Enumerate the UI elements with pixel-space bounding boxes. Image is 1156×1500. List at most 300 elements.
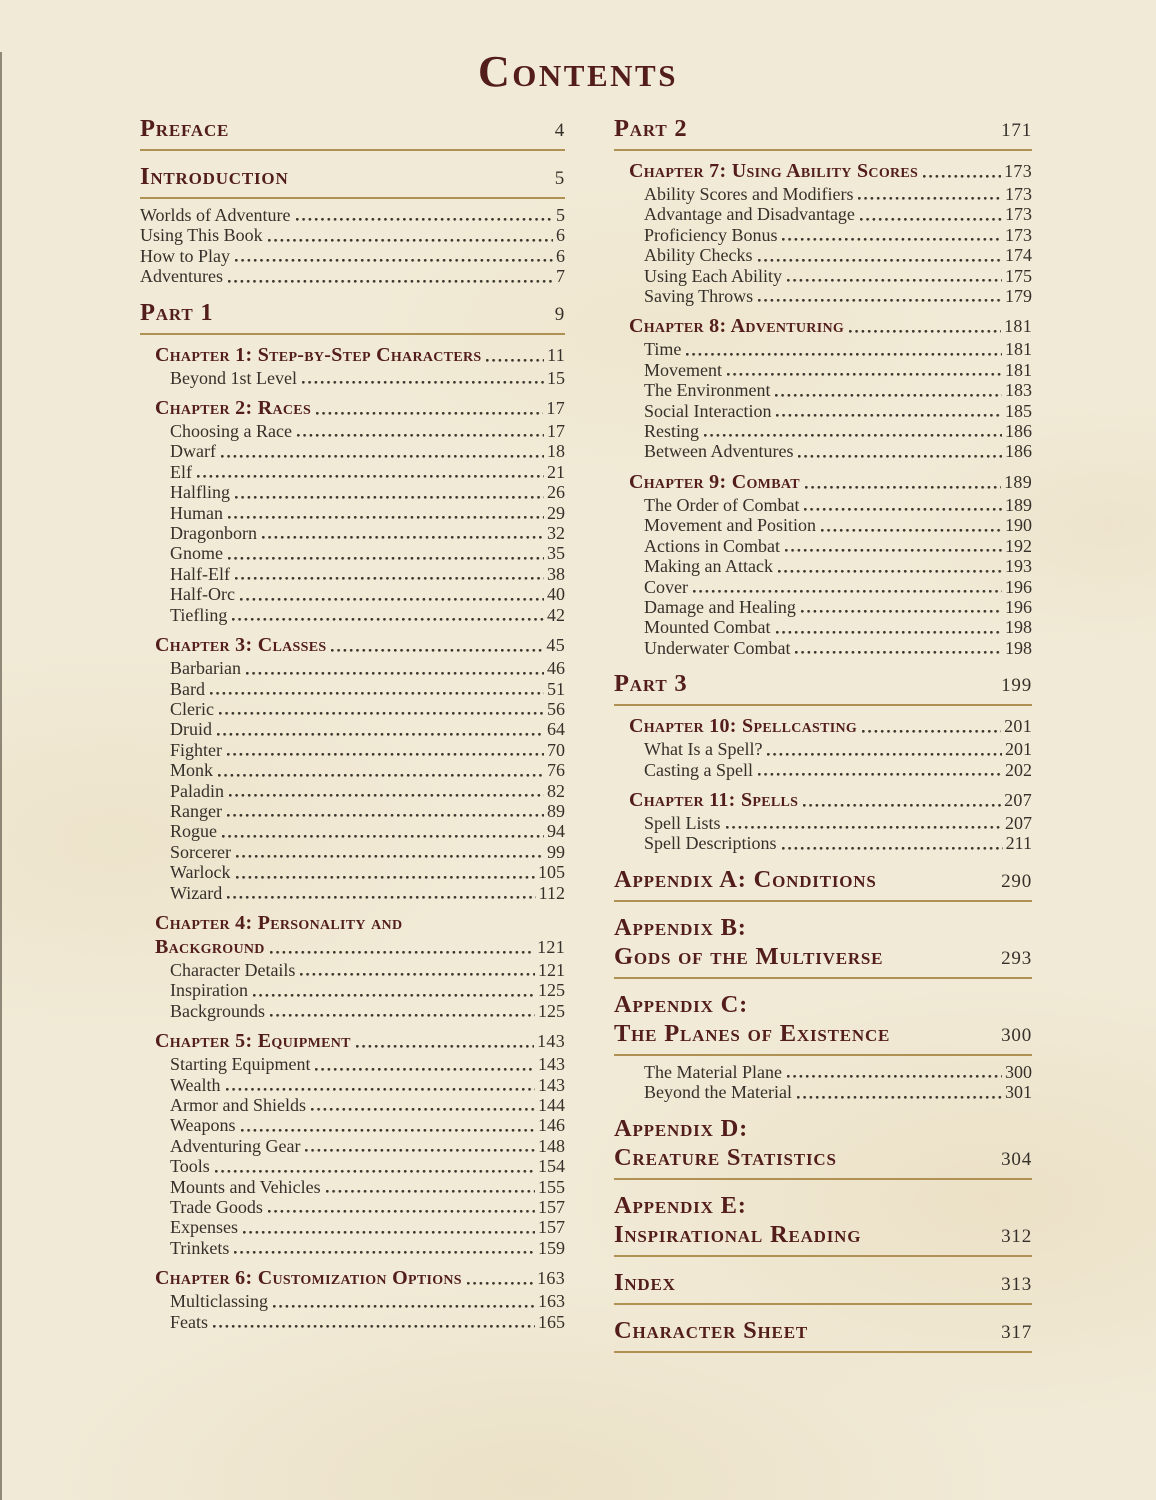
toc-chapter	[614, 314, 1032, 338]
toc-page-number: 6	[556, 245, 565, 266]
toc-page-number: 198	[1005, 637, 1032, 658]
toc-entry	[140, 1001, 565, 1021]
dot-leader	[217, 733, 544, 737]
dot-leader	[219, 712, 544, 716]
toc-chapter-label: Chapter 8: Adventuring	[629, 315, 845, 338]
toc-page-number: 186	[1005, 421, 1032, 442]
toc-row	[140, 298, 565, 329]
toc-row	[629, 470, 1032, 494]
toc-entry-label: Feats	[170, 1311, 208, 1332]
toc-page-number: 290	[1001, 870, 1032, 892]
toc-page-number: 38	[547, 563, 565, 584]
toc-chapter-label: Chapter 3: Classes	[155, 634, 327, 657]
toc-entry	[614, 760, 1032, 780]
toc-page-number: 313	[1001, 1273, 1032, 1295]
dot-leader	[213, 1325, 535, 1329]
toc-page-number: 125	[538, 1000, 565, 1021]
dot-leader	[273, 1305, 535, 1309]
toc-row	[140, 162, 565, 193]
toc-page-number: 193	[1005, 556, 1032, 577]
toc-page-number: 181	[1005, 359, 1032, 380]
toc-page-number: 201	[1005, 739, 1032, 760]
toc-section-label: Preface	[140, 115, 230, 142]
dot-leader	[316, 412, 543, 416]
toc-section	[614, 1316, 1032, 1353]
dot-leader	[331, 649, 543, 653]
toc-entry-label: Underwater Combat	[644, 637, 791, 658]
dot-leader	[798, 455, 1002, 459]
dot-leader	[221, 455, 544, 459]
toc-row	[140, 114, 565, 145]
toc-entry-label: Ability Scores and Modifiers	[644, 184, 854, 204]
toc-entry-label: Trade Goods	[170, 1197, 263, 1218]
toc-page-number: 312	[1001, 1225, 1032, 1247]
toc-chapter	[140, 343, 565, 367]
toc-entry	[614, 401, 1032, 421]
toc-entry	[140, 266, 565, 286]
toc-entry-label: Half-Elf	[170, 563, 230, 584]
dot-leader	[704, 434, 1002, 438]
toc-page-number: 146	[538, 1115, 565, 1136]
toc-page-number: 143	[538, 1054, 565, 1075]
toc-row	[629, 314, 1032, 338]
toc-section	[614, 865, 1032, 902]
toc-entry	[140, 1136, 565, 1156]
toc-page-number: 51	[547, 678, 565, 699]
toc-entry	[614, 245, 1032, 265]
toc-page-number: 163	[538, 1291, 565, 1312]
toc-entry-label: Between Adventures	[644, 441, 794, 462]
toc-entry	[140, 1095, 565, 1115]
toc-entry	[140, 801, 565, 821]
dot-leader	[311, 1108, 535, 1112]
toc-page-number: 143	[538, 1074, 565, 1095]
toc-row	[614, 942, 1032, 973]
dot-leader	[326, 1190, 535, 1194]
toc-page-number: 121	[537, 936, 565, 957]
dot-leader	[776, 414, 1002, 418]
toc-entry	[614, 1082, 1032, 1102]
dot-leader	[227, 896, 535, 900]
toc-entry	[140, 441, 565, 461]
dot-leader	[467, 1282, 534, 1286]
toc-entry	[140, 421, 565, 441]
toc-page-number: 175	[1005, 265, 1032, 286]
toc-entry	[614, 1062, 1032, 1082]
dot-leader	[232, 618, 544, 622]
dot-leader	[776, 631, 1003, 635]
toc-row	[614, 865, 1032, 896]
toc-page-number: 26	[547, 482, 565, 503]
toc-entry-label: Damage and Healing	[644, 596, 796, 617]
toc-section-label: Appendix C:	[614, 990, 749, 1018]
toc-page-number: 189	[1005, 494, 1032, 515]
toc-section-label: Appendix A: Conditions	[614, 865, 877, 893]
toc-page-number: 15	[547, 367, 565, 388]
toc-row	[155, 343, 565, 367]
toc-columns	[0, 112, 1156, 1359]
toc-entry	[140, 1197, 565, 1217]
toc-page-number: 173	[1005, 204, 1032, 225]
toc-row	[629, 159, 1032, 183]
toc-chapter	[140, 396, 565, 420]
toc-page-number: 317	[1001, 1321, 1032, 1343]
toc-entry-label: Casting a Spell	[644, 759, 753, 780]
toc-column-left	[140, 112, 565, 1332]
toc-entry-label: Warlock	[170, 862, 231, 883]
dot-leader	[246, 672, 544, 676]
dot-leader	[270, 951, 534, 955]
toc-row	[155, 935, 565, 959]
toc-page-number: 144	[538, 1095, 565, 1115]
toc-entry-label: Half-Orc	[170, 584, 235, 605]
toc-entry	[140, 699, 565, 719]
toc-entry	[614, 638, 1032, 658]
toc-chapter-label: Chapter 10: Spellcasting	[629, 715, 858, 738]
dot-leader	[787, 279, 1002, 283]
toc-entry	[614, 515, 1032, 535]
toc-entry	[140, 679, 565, 699]
toc-entry-label: Beyond 1st Level	[170, 367, 297, 388]
toc-section-label: Index	[614, 1268, 676, 1296]
toc-entry-label: Dragonborn	[170, 523, 257, 544]
toc-page-number: 112	[538, 882, 565, 903]
toc-entry-label: Fighter	[170, 739, 222, 760]
toc-entry	[140, 225, 565, 245]
toc-entry	[140, 719, 565, 739]
toc-entry	[614, 286, 1032, 306]
dot-leader	[305, 1149, 535, 1153]
toc-page-number: 42	[547, 604, 565, 625]
toc-entry	[140, 246, 565, 266]
toc-entry	[140, 205, 565, 225]
dot-leader	[758, 773, 1002, 777]
toc-page-number: 11	[547, 344, 565, 365]
toc-entry	[614, 441, 1032, 461]
toc-entry-label: Ranger	[170, 800, 222, 821]
toc-entry-label: Time	[644, 339, 682, 360]
toc-section-label: Part 2	[614, 115, 688, 142]
toc-section-label: Creature Statistics	[614, 1143, 837, 1171]
toc-entry-label: Advantage and Disadvantage	[644, 204, 855, 225]
toc-page-number: 159	[538, 1237, 565, 1258]
toc-entry	[140, 482, 565, 502]
dot-leader	[236, 855, 544, 859]
toc-page-number: 211	[1005, 833, 1032, 854]
dot-leader	[805, 486, 1001, 490]
dot-leader	[241, 1129, 535, 1133]
toc-page-number: 157	[538, 1197, 565, 1218]
dot-leader	[862, 730, 1001, 734]
toc-row	[614, 1143, 1032, 1174]
toc-page-number: 201	[1004, 716, 1032, 737]
toc-entry-label: Barbarian	[170, 658, 241, 679]
toc-entry	[614, 225, 1032, 245]
dot-leader	[785, 549, 1002, 553]
toc-entry-label: Worlds of Adventure	[140, 205, 291, 225]
toc-page-number: 143	[537, 1031, 565, 1052]
toc-page-number: 32	[547, 523, 565, 544]
toc-entry-label: The Environment	[644, 380, 771, 401]
dot-leader	[315, 1068, 535, 1072]
toc-entry-label: Backgrounds	[170, 1000, 265, 1021]
toc-chapter-label: Background	[155, 935, 265, 958]
dot-leader	[296, 218, 553, 222]
toc-entry-label: Tools	[170, 1156, 210, 1177]
toc-chapter-label: Chapter 1: Step-by-Step Characters	[155, 343, 482, 366]
toc-section-label: Inspirational Reading	[614, 1220, 862, 1248]
toc-page-number: 202	[1005, 759, 1032, 780]
toc-entry	[140, 564, 565, 584]
toc-page-number: 174	[1005, 245, 1032, 266]
toc-page-number: 7	[556, 266, 565, 287]
toc-entry	[140, 1238, 565, 1258]
toc-entry-label: Spell Descriptions	[644, 833, 777, 854]
toc-page-number: 165	[538, 1311, 565, 1332]
toc-entry-label: Mounts and Vehicles	[170, 1176, 321, 1197]
toc-section-label: Appendix E:	[614, 1191, 747, 1219]
dot-leader	[210, 692, 544, 696]
toc-section-label: Gods of the Multiverse	[614, 942, 884, 970]
toc-page-number: 300	[1005, 1061, 1032, 1082]
toc-entry-label: Inspiration	[170, 980, 248, 1001]
toc-entry-label: Trinkets	[170, 1237, 230, 1258]
toc-section	[140, 114, 565, 151]
toc-page-number: 35	[547, 543, 565, 564]
toc-section-label: Appendix B:	[614, 913, 747, 941]
dot-leader	[795, 651, 1002, 655]
toc-row	[614, 669, 1032, 700]
toc-page-number: 196	[1005, 596, 1032, 617]
toc-chapter-label: Chapter 7: Using Ability Scores	[629, 160, 919, 182]
toc-entry-label: Beyond the Material	[644, 1082, 792, 1103]
toc-page-number: 89	[547, 800, 565, 821]
dot-leader	[270, 1014, 535, 1018]
dot-leader	[801, 610, 1002, 614]
toc-chapter-label: Chapter 5: Equipment	[155, 1030, 351, 1053]
toc-row	[155, 396, 565, 420]
toc-row	[614, 1316, 1032, 1347]
toc-page-number: 196	[1005, 576, 1032, 597]
toc-entry	[614, 421, 1032, 441]
toc-entry-label: Halfling	[170, 482, 230, 503]
toc-chapter	[614, 714, 1032, 738]
toc-page-number: 125	[538, 980, 565, 1001]
toc-entry	[140, 740, 565, 760]
dot-leader	[218, 774, 544, 778]
toc-section-label: Part 3	[614, 670, 688, 698]
toc-entry	[140, 1177, 565, 1197]
toc-page-number: 17	[546, 398, 565, 419]
dot-leader	[356, 1045, 534, 1049]
toc-entry-label: Making an Attack	[644, 556, 773, 577]
toc-page-number: 154	[538, 1156, 565, 1177]
toc-entry	[140, 980, 565, 1000]
toc-section	[614, 1191, 1032, 1257]
toc-page-number: 6	[556, 225, 565, 246]
toc-row	[614, 114, 1032, 145]
toc-entry	[140, 658, 565, 678]
dot-leader	[302, 381, 544, 385]
toc-page-number: 199	[1001, 675, 1032, 697]
toc-chapter-label: Chapter 11: Spells	[629, 788, 799, 811]
toc-entry	[614, 339, 1032, 359]
toc-entry	[140, 1291, 565, 1311]
toc-page-number: 198	[1005, 617, 1032, 638]
toc-page-number: 4	[554, 120, 565, 141]
dot-leader	[758, 299, 1002, 303]
toc-page-number: 5	[554, 168, 565, 189]
toc-page-number: 183	[1005, 380, 1032, 401]
toc-section-label: Character Sheet	[614, 1316, 808, 1344]
toc-entry-label: Cover	[644, 576, 688, 597]
toc-entry	[140, 503, 565, 523]
toc-entry-label: Wealth	[170, 1074, 221, 1095]
dot-leader	[262, 536, 544, 540]
dot-leader	[804, 508, 1002, 512]
toc-entry-label: Cleric	[170, 698, 214, 719]
dot-leader	[236, 876, 535, 880]
toc-page-number: 304	[1001, 1148, 1032, 1170]
dot-leader	[228, 557, 544, 561]
book-spine-edge	[0, 52, 2, 1500]
toc-entry	[140, 1312, 565, 1332]
toc-entry	[140, 760, 565, 780]
toc-page-number: 293	[1001, 947, 1032, 969]
toc-page-number: 40	[547, 584, 565, 605]
toc-entry-label: Expenses	[170, 1217, 238, 1238]
toc-entry-label: Elf	[170, 461, 192, 482]
dot-leader	[235, 259, 553, 263]
toc-entry	[140, 1217, 565, 1237]
toc-entry-label: The Material Plane	[644, 1061, 782, 1082]
toc-entry	[140, 1156, 565, 1176]
toc-entry-label: What Is a Spell?	[644, 739, 763, 760]
toc-page-number: 9	[554, 303, 565, 325]
dot-leader	[240, 598, 544, 602]
dot-leader	[235, 496, 544, 500]
toc-entry-label: Wizard	[170, 882, 223, 903]
toc-page-number: 29	[547, 502, 565, 523]
dot-leader	[226, 1088, 535, 1092]
dot-leader	[767, 753, 1002, 757]
dot-leader	[803, 804, 1001, 808]
toc-entry-label: Saving Throws	[644, 286, 754, 307]
toc-entry-label: Proficiency Bonus	[644, 224, 778, 245]
toc-entry-label: Monk	[170, 760, 214, 781]
toc-page-number: 99	[547, 841, 565, 862]
toc-entry-label: Actions in Combat	[644, 535, 780, 556]
toc-page-number: 76	[547, 760, 565, 781]
toc-row	[629, 788, 1032, 812]
toc-chapter-label: Chapter 9: Combat	[629, 470, 800, 493]
toc-entry-label: The Order of Combat	[644, 494, 800, 515]
toc-page-number: 18	[547, 441, 565, 462]
toc-chapter-label: Chapter 2: Races	[155, 397, 312, 420]
toc-entry-label: Sorcerer	[170, 841, 231, 862]
toc-entry-label: Movement	[644, 359, 722, 380]
dot-leader	[215, 1170, 535, 1174]
dot-leader	[775, 394, 1002, 398]
dot-leader	[787, 1075, 1002, 1079]
toc-entry-label: Druid	[170, 719, 212, 740]
toc-page-number: 190	[1005, 515, 1032, 536]
toc-entry-label: Adventuring Gear	[170, 1135, 301, 1156]
toc-entry	[614, 577, 1032, 597]
toc-entry	[140, 543, 565, 563]
dot-leader	[923, 175, 1001, 179]
toc-chapter	[614, 470, 1032, 494]
toc-section-label: Introduction	[140, 163, 289, 190]
toc-entry-label: Resting	[644, 421, 700, 442]
dot-leader	[235, 577, 544, 581]
toc-entry-label: How to Play	[140, 245, 230, 266]
dot-leader	[222, 835, 544, 839]
toc-page-number: 21	[547, 461, 565, 482]
toc-entry-label: Weapons	[170, 1115, 236, 1136]
toc-entry-label: Social Interaction	[644, 400, 772, 421]
toc-entry	[140, 862, 565, 882]
toc-entry	[614, 266, 1032, 286]
toc-section	[614, 669, 1032, 706]
dot-leader	[782, 238, 1002, 242]
toc-row	[614, 1019, 1032, 1050]
dot-leader	[227, 814, 544, 818]
toc-entry-label: Dwarf	[170, 441, 216, 462]
toc-entry-label: Spell Lists	[644, 812, 721, 833]
dot-leader	[758, 259, 1003, 263]
toc-section-label: Appendix D:	[614, 1114, 749, 1142]
toc-row	[155, 1029, 565, 1053]
toc-column-right	[614, 112, 1032, 1359]
dot-leader	[693, 590, 1002, 594]
toc-page-number: 163	[537, 1268, 565, 1289]
dot-leader	[778, 570, 1002, 574]
dot-leader	[849, 330, 1001, 334]
toc-chapter-label: Chapter 4: Personality and	[155, 911, 403, 934]
toc-page-number: 17	[547, 421, 565, 442]
toc-chapter	[614, 788, 1032, 812]
toc-entry	[140, 821, 565, 841]
toc-entry	[614, 184, 1032, 204]
dot-leader	[686, 353, 1002, 357]
dot-leader	[243, 1231, 535, 1235]
toc-entry-label: Movement and Position	[644, 515, 816, 536]
toc-entry	[614, 556, 1032, 576]
toc-chapter	[614, 159, 1032, 183]
dot-leader	[797, 1096, 1002, 1100]
toc-page-number: 192	[1005, 535, 1032, 556]
dot-leader	[297, 434, 544, 438]
toc-page-number: 179	[1005, 286, 1032, 307]
toc-section-label: The Planes of Existence	[614, 1019, 891, 1047]
dot-leader	[234, 1251, 535, 1255]
dot-leader	[727, 373, 1002, 377]
toc-section	[614, 114, 1032, 151]
toc-entry	[614, 536, 1032, 556]
dot-leader	[858, 197, 1002, 201]
toc-entry	[614, 833, 1032, 853]
toc-page-number: 181	[1004, 316, 1032, 337]
toc-page-number: 173	[1004, 161, 1032, 181]
toc-row	[155, 1266, 565, 1290]
dot-leader	[486, 359, 544, 363]
toc-section	[614, 1268, 1032, 1305]
toc-entry-label: Character Details	[170, 959, 296, 980]
dot-leader	[300, 973, 535, 977]
toc-page-number: 46	[547, 658, 565, 679]
toc-page-number: 207	[1004, 789, 1032, 810]
